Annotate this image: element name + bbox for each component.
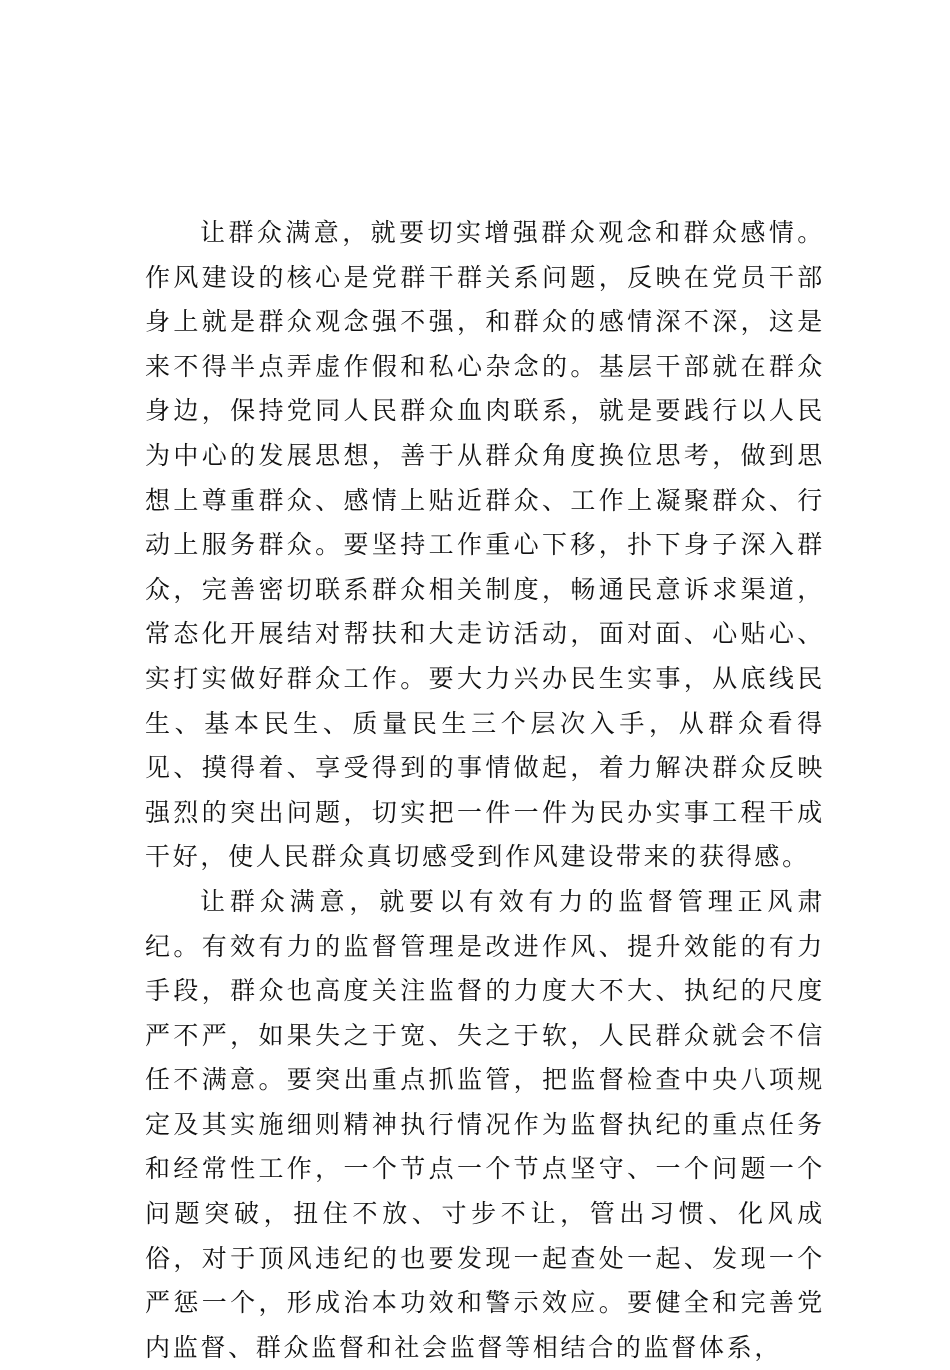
paragraph-1: 让群众满意，就要切实增强群众观念和群众感情。作风建设的核心是党群干群关系问题，反映在党员干部身上就是群众观念强不强，和群众的感情深不深，这是来不得半点弄虚作假和私心杂念的。基层干部就在群众身边，保持党同人民群众血肉联系，就是要践行以人民为中心的发展思想，善于从群众角度换位思考，做到思想上尊重群众、感情上贴近群众、工作上凝聚群众、行动上服务群众。要坚持工作重心下移，扑下身子深入群众，完善密切联系群众相关制度，畅通民意诉求渠道，常态化开展结对帮扶和大走访活动，面对面、心贴心、实打实做好群众工作。要大力兴办民生实事，从底线民生、基本民生、质量民生三个层次入手，从群众看得见、摸得着、享受得到的事情做起，着力解决群众反映强烈的突出问题，切实把一件一件为民办实事工程干成干好，使人民群众真切感受到作风建设带来的获得感。 xyxy=(145,218,825,872)
paragraph-2: 让群众满意，就要以有效有力的监督管理正风肃纪。有效有力的监督管理是改进作风、提升效能的有力手段，群众也高度关注监督的力度大不大、执纪的尺度严不严，如果失之于宽、失之于软，人民群众就会不信任不满意。要突出重点抓监管，把监督检查中央八项规定及其实施细则精神执行情况作为监督执纪的重点任务和经常性工作，一个节点一个节点坚守、一个问题一个问题突破，扭住不放、寸步不让，管出习惯、化风成俗，对于顶风违纪的也要发现一起查处一起、发现一个严惩一个，形成治本功效和警示效应。要健全和完善党内监督、群众监督和社会监督等相结合的监督体系， xyxy=(145,886,825,1362)
document-body xyxy=(145,211,825,1370)
